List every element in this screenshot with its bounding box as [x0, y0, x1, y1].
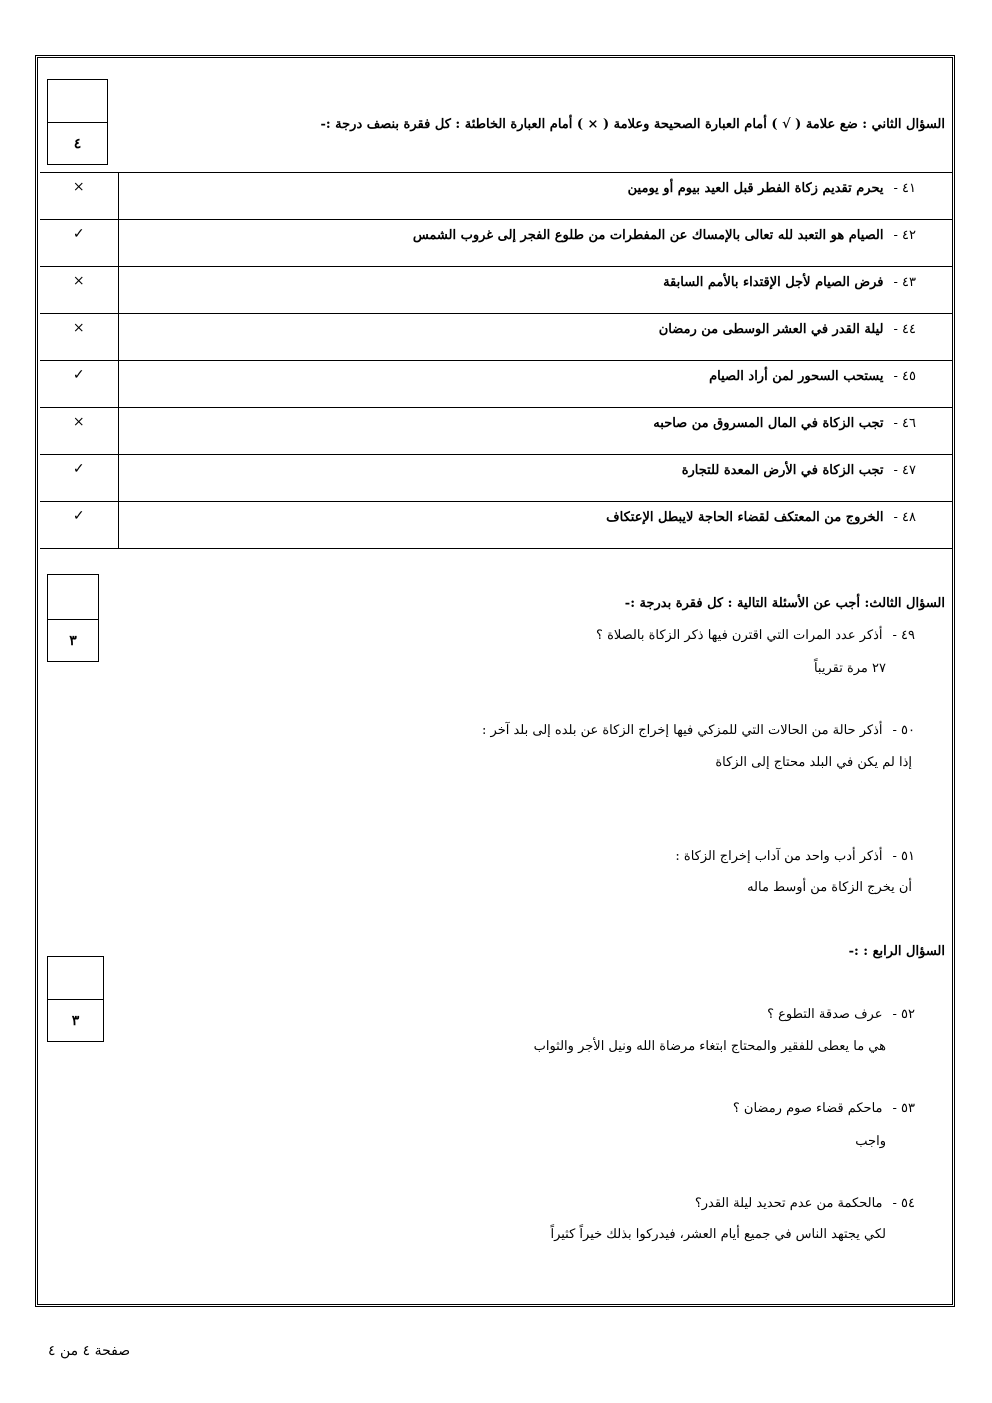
item-number: ٤٨ - — [893, 510, 916, 525]
statement — [118, 502, 952, 549]
answer-53: واجب — [855, 1134, 886, 1149]
question-53: ٥٣ -ماحكم قضاء صوم رمضان ؟ — [732, 1101, 915, 1116]
section2-title: السؤال الثاني : ضع علامة ( √ ) أمام العبارة الصحيحة وعلامة ( × ) أمام العبارة الخاطئة : كل فقرة بنصف درجة :- — [320, 117, 945, 132]
answer-49: ٢٧ مرة تقريباً — [813, 661, 886, 676]
item-number: ٤٧ - — [893, 463, 916, 478]
item-number: ٤٢ - — [893, 228, 916, 243]
section3-score: ٣ — [69, 633, 77, 649]
answer-mark: × — [40, 314, 118, 361]
section4-title: السؤال الرابع : :- — [848, 944, 945, 959]
answer-mark: × — [40, 173, 118, 220]
statement-text: تجب الزكاة في الأرض المعدة للتجارة — [681, 463, 884, 478]
tf-row — [40, 455, 952, 502]
answer-mark: × — [40, 267, 118, 314]
statement — [118, 173, 952, 220]
section4-score: ٣ — [71, 1013, 80, 1029]
question-51: ٥١ -أذكر أدب واحد من آداب إخراج الزكاة : — [675, 849, 915, 864]
answer-mark: ✓ — [40, 502, 118, 549]
statement — [118, 455, 952, 502]
statement — [118, 314, 952, 361]
tf-row — [40, 220, 952, 267]
question-52: ٥٢ -عرف صدقة التطوع ؟ — [767, 1007, 915, 1022]
item-number: ٤١ - — [893, 181, 916, 196]
page-number: صفحة ٤ من ٤ — [48, 1343, 131, 1359]
tf-row — [40, 361, 952, 408]
answer-52: هي ما يعطى للفقير والمحتاج ابتغاء مرضاة الله ونيل الأجر والثواب — [533, 1039, 886, 1054]
question-49: ٤٩ -أذكر عدد المرات التي اقترن فيها ذكر الزكاة بالصلاة ؟ — [596, 628, 915, 643]
item-number: ٤٤ - — [893, 322, 916, 337]
section3-title: السؤال الثالث: أجب عن الأسئلة التالية : كل فقرة بدرجة :- — [624, 596, 945, 611]
statement — [118, 267, 952, 314]
statement-text: يحرم تقديم زكاة الفطر قبل العيد بيوم أو يومين — [627, 181, 884, 196]
answer-51: أن يخرج الزكاة من أوسط ماله — [747, 880, 912, 895]
question-54: ٥٤ -مالحكمة من عدم تحديد ليلة القدر؟ — [694, 1196, 915, 1211]
statement-text: تجب الزكاة في المال المسروق من صاحبه — [653, 416, 884, 431]
statement-text: فرض الصيام لأجل الإقتداء بالأمم السابقة — [663, 275, 884, 290]
tf-row — [40, 502, 952, 549]
section2-score: ٤ — [73, 136, 82, 152]
item-number: ٤٣ - — [893, 275, 916, 290]
statement-text: الصيام هو التعبد لله تعالى بالإمساك عن المفطرات من طلوع الفجر إلى غروب الشمس — [412, 228, 884, 243]
answer-54: لكي يجتهد الناس في جميع أيام العشر، فيدركوا بذلك خيراً كثيراً — [550, 1227, 886, 1242]
tf-row — [40, 173, 952, 220]
statement — [118, 220, 952, 267]
statement-text: يستحب السحور لمن أراد الصيام — [709, 369, 884, 384]
true-false-table — [40, 172, 952, 549]
statement-text: الخروج من المعتكف لقضاء الحاجة لايبطل الإعتكاف — [606, 510, 884, 525]
tf-row — [40, 267, 952, 314]
answer-50: إذا لم يكن في البلد محتاج إلى الزكاة — [715, 755, 912, 770]
answer-mark: ✓ — [40, 455, 118, 502]
answer-mark: ✓ — [40, 361, 118, 408]
statement — [118, 361, 952, 408]
section2-score-box — [47, 79, 108, 165]
item-number: ٤٥ - — [893, 369, 916, 384]
tf-row — [40, 408, 952, 455]
item-number: ٤٦ - — [893, 416, 916, 431]
section3-score-box — [47, 574, 99, 662]
statement — [118, 408, 952, 455]
statement-text: ليلة القدر في العشر الوسطى من رمضان — [658, 322, 884, 337]
answer-mark: × — [40, 408, 118, 455]
tf-row — [40, 314, 952, 361]
question-50: ٥٠ -أذكر حالة من الحالات التي للمزكي فيها إخراج الزكاة عن بلده إلى بلد آخر : — [482, 723, 915, 738]
section4-score-box — [47, 956, 104, 1042]
answer-mark: ✓ — [40, 220, 118, 267]
